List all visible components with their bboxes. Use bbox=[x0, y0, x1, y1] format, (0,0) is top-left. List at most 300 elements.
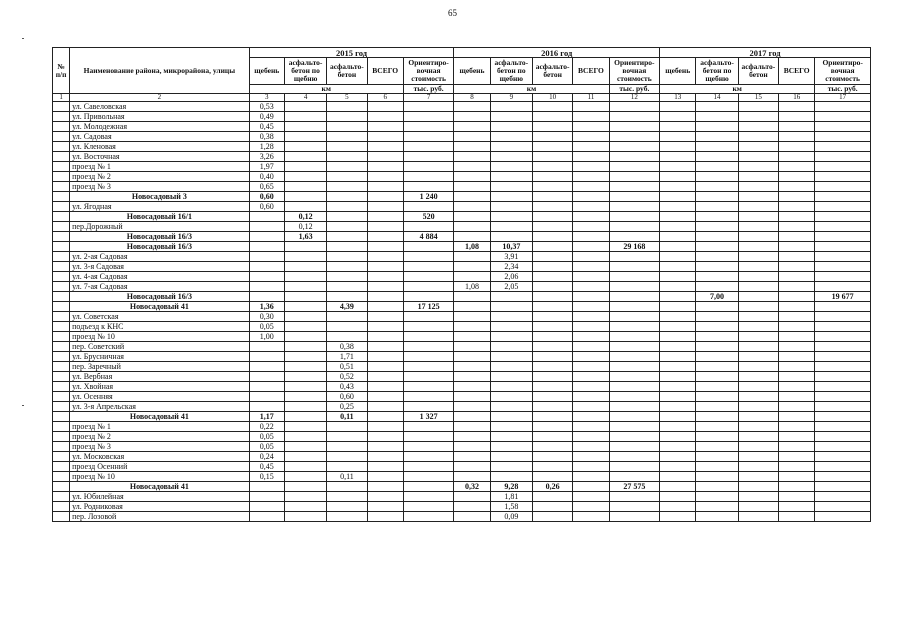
table-row bbox=[53, 102, 871, 112]
value-cell bbox=[573, 322, 609, 332]
value-cell bbox=[327, 172, 367, 182]
row-num-cell bbox=[53, 422, 70, 432]
value-cell bbox=[738, 342, 778, 352]
value-cell bbox=[815, 432, 871, 442]
value-cell bbox=[815, 142, 871, 152]
value-cell bbox=[327, 162, 367, 172]
value-cell bbox=[738, 392, 778, 402]
value-cell bbox=[490, 392, 532, 402]
value-cell bbox=[532, 202, 572, 212]
value-cell bbox=[660, 442, 696, 452]
value-cell bbox=[403, 252, 453, 262]
value-cell bbox=[609, 452, 659, 462]
value-cell bbox=[490, 192, 532, 202]
row-num-cell bbox=[53, 252, 70, 262]
value-cell bbox=[367, 392, 403, 402]
row-num-cell bbox=[53, 322, 70, 332]
value-cell bbox=[367, 112, 403, 122]
value-cell bbox=[532, 352, 572, 362]
row-num-cell bbox=[53, 452, 70, 462]
value-cell bbox=[660, 172, 696, 182]
value-cell: 0,60 bbox=[249, 202, 284, 212]
value-cell bbox=[738, 472, 778, 482]
value-cell bbox=[454, 342, 490, 352]
column-number: 8 bbox=[454, 94, 490, 102]
value-cell bbox=[573, 202, 609, 212]
value-cell bbox=[573, 332, 609, 342]
value-cell bbox=[249, 282, 284, 292]
value-cell bbox=[327, 332, 367, 342]
value-cell: 1,08 bbox=[454, 282, 490, 292]
row-name: ул. Вербная bbox=[70, 372, 249, 382]
value-cell bbox=[454, 472, 490, 482]
value-cell bbox=[327, 152, 367, 162]
value-cell bbox=[284, 322, 326, 332]
value-cell bbox=[609, 432, 659, 442]
value-cell bbox=[327, 142, 367, 152]
value-cell bbox=[738, 322, 778, 332]
group-row bbox=[53, 412, 871, 422]
row-name: проезд Осенний bbox=[70, 462, 249, 472]
value-cell bbox=[609, 512, 659, 522]
value-cell bbox=[738, 152, 778, 162]
value-cell: 0,25 bbox=[327, 402, 367, 412]
table-row bbox=[53, 222, 871, 232]
column-number: 4 bbox=[284, 94, 326, 102]
column-number: 11 bbox=[573, 94, 609, 102]
value-cell bbox=[454, 442, 490, 452]
value-cell bbox=[403, 362, 453, 372]
value-cell bbox=[696, 452, 738, 462]
value-cell bbox=[454, 422, 490, 432]
value-cell bbox=[660, 292, 696, 302]
value-cell bbox=[490, 332, 532, 342]
value-cell bbox=[815, 422, 871, 432]
value-cell bbox=[403, 322, 453, 332]
value-cell bbox=[815, 122, 871, 132]
value-cell bbox=[367, 182, 403, 192]
value-cell bbox=[738, 442, 778, 452]
value-cell: 3,26 bbox=[249, 152, 284, 162]
group-row bbox=[53, 242, 871, 252]
value-cell bbox=[696, 252, 738, 262]
value-cell: 1,08 bbox=[454, 242, 490, 252]
value-cell bbox=[490, 302, 532, 312]
value-cell bbox=[249, 352, 284, 362]
column-number: 10 bbox=[532, 94, 572, 102]
table-row bbox=[53, 452, 871, 462]
value-cell bbox=[249, 512, 284, 522]
value-cell bbox=[532, 502, 572, 512]
table-row bbox=[53, 282, 871, 292]
value-cell bbox=[738, 192, 778, 202]
value-cell bbox=[284, 252, 326, 262]
value-cell bbox=[815, 282, 871, 292]
value-cell bbox=[454, 382, 490, 392]
value-cell bbox=[284, 202, 326, 212]
value-cell bbox=[573, 112, 609, 122]
value-cell bbox=[696, 172, 738, 182]
value-cell bbox=[738, 372, 778, 382]
value-cell bbox=[696, 302, 738, 312]
value-cell bbox=[403, 282, 453, 292]
value-cell bbox=[403, 452, 453, 462]
table-row bbox=[53, 122, 871, 132]
value-cell bbox=[815, 352, 871, 362]
value-cell bbox=[284, 402, 326, 412]
row-num-cell bbox=[53, 222, 70, 232]
value-cell bbox=[454, 252, 490, 262]
value-cell bbox=[490, 442, 532, 452]
value-cell bbox=[367, 272, 403, 282]
value-cell bbox=[573, 462, 609, 472]
value-cell bbox=[815, 232, 871, 242]
value-cell bbox=[454, 312, 490, 322]
value-cell bbox=[454, 292, 490, 302]
value-cell bbox=[609, 492, 659, 502]
table-row bbox=[53, 502, 871, 512]
value-cell bbox=[490, 162, 532, 172]
value-cell bbox=[573, 342, 609, 352]
value-cell bbox=[284, 492, 326, 502]
value-cell bbox=[573, 212, 609, 222]
value-cell bbox=[738, 352, 778, 362]
value-cell bbox=[660, 322, 696, 332]
column-number: 13 bbox=[660, 94, 696, 102]
value-cell: 19 677 bbox=[815, 292, 871, 302]
column-number: 1 bbox=[53, 94, 70, 102]
row-num-cell bbox=[53, 102, 70, 112]
value-cell bbox=[573, 432, 609, 442]
value-cell bbox=[454, 132, 490, 142]
group-row bbox=[53, 192, 871, 202]
value-cell bbox=[532, 162, 572, 172]
value-cell bbox=[696, 462, 738, 472]
value-cell bbox=[532, 222, 572, 232]
value-cell bbox=[490, 352, 532, 362]
value-cell bbox=[454, 272, 490, 282]
value-cell bbox=[696, 482, 738, 492]
value-cell bbox=[327, 512, 367, 522]
value-cell bbox=[696, 332, 738, 342]
value-cell bbox=[284, 112, 326, 122]
header-year: 2016 год bbox=[454, 48, 660, 58]
value-cell bbox=[738, 462, 778, 472]
value-cell bbox=[738, 332, 778, 342]
value-cell bbox=[738, 292, 778, 302]
value-cell bbox=[738, 482, 778, 492]
row-num-cell bbox=[53, 412, 70, 422]
value-cell bbox=[454, 402, 490, 412]
value-cell bbox=[573, 292, 609, 302]
value-cell bbox=[454, 202, 490, 212]
value-cell bbox=[573, 192, 609, 202]
header-subcol: щебень bbox=[660, 58, 696, 85]
value-cell bbox=[249, 232, 284, 242]
row-num-cell bbox=[53, 242, 70, 252]
value-cell bbox=[284, 332, 326, 342]
value-cell bbox=[609, 102, 659, 112]
value-cell bbox=[738, 492, 778, 502]
value-cell bbox=[284, 442, 326, 452]
row-num-cell bbox=[53, 492, 70, 502]
value-cell bbox=[573, 172, 609, 182]
value-cell bbox=[327, 222, 367, 232]
value-cell bbox=[367, 202, 403, 212]
header-subcol: ВСЕГО bbox=[367, 58, 403, 85]
value-cell bbox=[609, 502, 659, 512]
table-row bbox=[53, 262, 871, 272]
value-cell bbox=[779, 352, 815, 362]
value-cell bbox=[367, 362, 403, 372]
value-cell: 17 125 bbox=[403, 302, 453, 312]
value-cell bbox=[609, 202, 659, 212]
value-cell bbox=[660, 122, 696, 132]
value-cell bbox=[815, 362, 871, 372]
header-subcol: Ориентиро-вочная стоимость bbox=[609, 58, 659, 85]
value-cell bbox=[660, 392, 696, 402]
value-cell bbox=[660, 242, 696, 252]
value-cell bbox=[573, 392, 609, 402]
value-cell: 0,22 bbox=[249, 422, 284, 432]
value-cell: 2,05 bbox=[490, 282, 532, 292]
value-cell bbox=[532, 492, 572, 502]
value-cell bbox=[367, 232, 403, 242]
header-subcol: щебень bbox=[249, 58, 284, 85]
value-cell bbox=[660, 212, 696, 222]
value-cell bbox=[609, 392, 659, 402]
value-cell bbox=[738, 382, 778, 392]
value-cell bbox=[738, 402, 778, 412]
value-cell bbox=[490, 322, 532, 332]
value-cell bbox=[779, 372, 815, 382]
row-name: ул. Советская bbox=[70, 312, 249, 322]
value-cell bbox=[660, 132, 696, 142]
value-cell bbox=[327, 462, 367, 472]
value-cell bbox=[738, 162, 778, 172]
value-cell: 0,43 bbox=[327, 382, 367, 392]
header-subcol: асфальто-бетон bbox=[532, 58, 572, 85]
value-cell bbox=[403, 112, 453, 122]
value-cell bbox=[284, 462, 326, 472]
value-cell bbox=[738, 242, 778, 252]
value-cell bbox=[660, 102, 696, 112]
value-cell bbox=[327, 242, 367, 252]
value-cell bbox=[660, 142, 696, 152]
table-row bbox=[53, 252, 871, 262]
row-num-cell bbox=[53, 392, 70, 402]
row-name: проезд № 1 bbox=[70, 162, 249, 172]
value-cell bbox=[284, 122, 326, 132]
header-subcol: Ориентиро-вочная стоимость bbox=[403, 58, 453, 85]
value-cell bbox=[454, 232, 490, 242]
row-name: ул. Кленовая bbox=[70, 142, 249, 152]
value-cell bbox=[609, 262, 659, 272]
table-row bbox=[53, 372, 871, 382]
row-name: ул. Родниковая bbox=[70, 502, 249, 512]
row-num-cell bbox=[53, 192, 70, 202]
road-works-table bbox=[52, 47, 871, 522]
value-cell bbox=[660, 502, 696, 512]
value-cell bbox=[490, 182, 532, 192]
value-cell bbox=[367, 422, 403, 432]
value-cell bbox=[403, 202, 453, 212]
value-cell bbox=[532, 242, 572, 252]
row-num-cell bbox=[53, 212, 70, 222]
table-row bbox=[53, 512, 871, 522]
value-cell bbox=[367, 152, 403, 162]
value-cell bbox=[815, 392, 871, 402]
column-number: 6 bbox=[367, 94, 403, 102]
value-cell bbox=[532, 362, 572, 372]
value-cell bbox=[779, 182, 815, 192]
value-cell bbox=[403, 102, 453, 112]
row-num-cell bbox=[53, 302, 70, 312]
value-cell bbox=[403, 242, 453, 252]
value-cell bbox=[815, 212, 871, 222]
value-cell bbox=[779, 332, 815, 342]
value-cell: 0,65 bbox=[249, 182, 284, 192]
value-cell bbox=[284, 182, 326, 192]
value-cell bbox=[490, 152, 532, 162]
table-row bbox=[53, 182, 871, 192]
value-cell bbox=[532, 392, 572, 402]
value-cell bbox=[403, 462, 453, 472]
row-name: пер. Лозовой bbox=[70, 512, 249, 522]
value-cell bbox=[609, 352, 659, 362]
value-cell bbox=[696, 502, 738, 512]
value-cell bbox=[249, 252, 284, 262]
value-cell bbox=[532, 322, 572, 332]
row-num-cell bbox=[53, 432, 70, 442]
value-cell bbox=[367, 242, 403, 252]
value-cell bbox=[779, 402, 815, 412]
value-cell bbox=[284, 312, 326, 322]
column-number: 12 bbox=[609, 94, 659, 102]
value-cell bbox=[609, 172, 659, 182]
row-num-cell bbox=[53, 352, 70, 362]
group-row bbox=[53, 292, 871, 302]
value-cell bbox=[573, 252, 609, 262]
value-cell bbox=[815, 242, 871, 252]
value-cell bbox=[490, 232, 532, 242]
value-cell bbox=[327, 122, 367, 132]
value-cell bbox=[403, 472, 453, 482]
value-cell bbox=[490, 412, 532, 422]
value-cell bbox=[403, 502, 453, 512]
value-cell bbox=[779, 392, 815, 402]
table-row bbox=[53, 112, 871, 122]
value-cell bbox=[367, 132, 403, 142]
value-cell bbox=[403, 182, 453, 192]
value-cell bbox=[609, 222, 659, 232]
value-cell bbox=[284, 502, 326, 512]
value-cell bbox=[249, 342, 284, 352]
value-cell bbox=[403, 172, 453, 182]
value-cell bbox=[738, 512, 778, 522]
value-cell bbox=[454, 102, 490, 112]
header-subcol: ВСЕГО bbox=[779, 58, 815, 85]
value-cell bbox=[249, 242, 284, 252]
value-cell bbox=[532, 122, 572, 132]
value-cell bbox=[327, 212, 367, 222]
value-cell bbox=[249, 272, 284, 282]
value-cell bbox=[738, 212, 778, 222]
value-cell bbox=[696, 282, 738, 292]
header-subcol: ВСЕГО bbox=[573, 58, 609, 85]
value-cell bbox=[490, 142, 532, 152]
value-cell bbox=[532, 272, 572, 282]
value-cell bbox=[403, 222, 453, 232]
value-cell bbox=[609, 302, 659, 312]
row-num-cell bbox=[53, 292, 70, 302]
column-number: 16 bbox=[779, 94, 815, 102]
value-cell bbox=[738, 112, 778, 122]
value-cell bbox=[609, 472, 659, 482]
header-subcol: Ориентиро-вочная стоимость bbox=[815, 58, 871, 85]
value-cell bbox=[696, 102, 738, 112]
value-cell bbox=[609, 372, 659, 382]
value-cell bbox=[660, 252, 696, 262]
table-row bbox=[53, 432, 871, 442]
row-name: ул. 2-ая Садовая bbox=[70, 252, 249, 262]
value-cell bbox=[490, 102, 532, 112]
value-cell bbox=[573, 412, 609, 422]
value-cell bbox=[367, 302, 403, 312]
value-cell bbox=[738, 132, 778, 142]
row-num-cell bbox=[53, 372, 70, 382]
value-cell: 10,37 bbox=[490, 242, 532, 252]
value-cell bbox=[573, 162, 609, 172]
value-cell: 0,05 bbox=[249, 432, 284, 442]
value-cell bbox=[609, 292, 659, 302]
row-name: ул. Молодежная bbox=[70, 122, 249, 132]
row-num-cell bbox=[53, 132, 70, 142]
value-cell bbox=[367, 332, 403, 342]
value-cell bbox=[403, 442, 453, 452]
value-cell bbox=[327, 312, 367, 322]
header-name: Наименование района, микрорайона, улицы bbox=[70, 48, 249, 94]
value-cell bbox=[327, 492, 367, 502]
value-cell bbox=[367, 372, 403, 382]
column-number: 5 bbox=[327, 94, 367, 102]
value-cell bbox=[284, 512, 326, 522]
value-cell bbox=[738, 432, 778, 442]
value-cell bbox=[367, 432, 403, 442]
value-cell bbox=[609, 322, 659, 332]
header-subcol: асфальто-бетон bbox=[738, 58, 778, 85]
value-cell bbox=[532, 292, 572, 302]
value-cell bbox=[779, 132, 815, 142]
value-cell bbox=[660, 342, 696, 352]
row-name: Новосадовый 41 bbox=[70, 302, 249, 312]
value-cell bbox=[532, 132, 572, 142]
value-cell bbox=[660, 182, 696, 192]
header-unit-cost: тыс. руб. bbox=[609, 85, 659, 94]
value-cell bbox=[367, 122, 403, 132]
value-cell bbox=[284, 192, 326, 202]
value-cell bbox=[696, 212, 738, 222]
value-cell bbox=[779, 432, 815, 442]
value-cell bbox=[284, 272, 326, 282]
value-cell bbox=[609, 112, 659, 122]
value-cell bbox=[609, 312, 659, 322]
row-num-cell bbox=[53, 362, 70, 372]
header-year: 2017 год bbox=[660, 48, 871, 58]
row-name: проезд № 3 bbox=[70, 182, 249, 192]
row-num-cell bbox=[53, 262, 70, 272]
page-number: 65 bbox=[448, 8, 457, 18]
